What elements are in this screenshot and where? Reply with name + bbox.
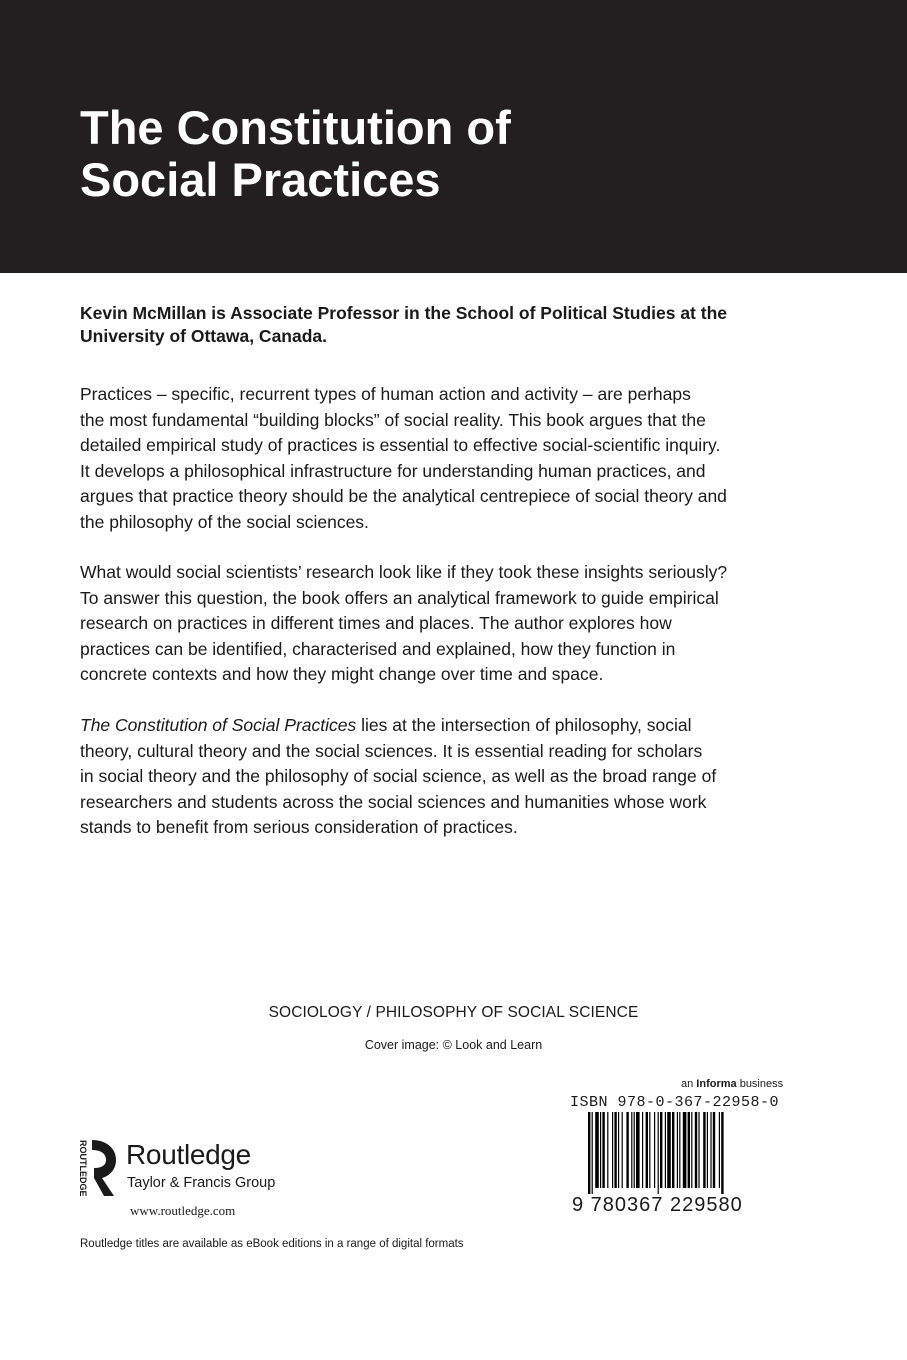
barcode-bar xyxy=(612,1112,613,1188)
barcode-bar xyxy=(634,1112,635,1188)
barcode-bar xyxy=(665,1112,666,1188)
barcode-bar xyxy=(658,1112,659,1194)
barcode-bar xyxy=(649,1112,650,1188)
book-title xyxy=(80,102,511,206)
barcode-bar xyxy=(654,1112,655,1188)
barcode-bar xyxy=(592,1112,593,1194)
barcode-bar xyxy=(672,1112,674,1188)
barcode-bar xyxy=(688,1112,690,1188)
paragraph-line xyxy=(80,713,820,739)
routledge-logo-icon xyxy=(72,1138,122,1198)
paragraph-line: researchers and students across the social sciences and humanities whose work xyxy=(80,791,707,812)
author-bio-line-2: University of Ottawa, Canada. xyxy=(80,326,328,346)
barcode-bar xyxy=(691,1112,692,1188)
barcode-bar xyxy=(679,1112,680,1188)
barcode-bar xyxy=(622,1112,623,1188)
informa-prefix: an xyxy=(681,1078,697,1090)
paragraph-line: in social theory and the philosophy of social science, as well as the broad range of xyxy=(80,766,717,786)
barcode-bar xyxy=(646,1112,648,1188)
barcode-bar xyxy=(721,1112,723,1194)
barcode-bar xyxy=(719,1112,720,1188)
informa-business-label xyxy=(681,1078,783,1090)
publisher-group: Taylor & Francis Group xyxy=(127,1175,276,1191)
barcode-bar xyxy=(607,1112,608,1188)
logo-head-shape xyxy=(92,1140,116,1196)
title-line-1: The Constitution of xyxy=(80,101,511,154)
isbn-text: ISBN 978-0-367-22958-0 xyxy=(570,1094,780,1111)
barcode-bar xyxy=(618,1112,619,1188)
paragraph-line: detailed empirical study of practices is essential to effective social-scientific inquiry. xyxy=(80,435,721,455)
barcode-bar xyxy=(631,1112,632,1188)
paragraph-line: theory, cultural theory and the social sciences. It is essential reading for scholars xyxy=(80,740,703,761)
paragraph-line: stands to benefit from serious consideration of practices. xyxy=(80,817,518,837)
publisher-url: www.routledge.com xyxy=(130,1203,236,1218)
barcode-bar xyxy=(683,1112,687,1188)
barcode-bar xyxy=(713,1112,715,1188)
barcode-bar xyxy=(698,1112,699,1188)
informa-suffix: business xyxy=(736,1078,784,1090)
barcode-bar xyxy=(677,1112,678,1188)
paragraph-line: practices can be identified, characterised and explained, how they function in xyxy=(80,638,676,659)
paragraph-line: research on practices in different times and places. The author explores how xyxy=(80,613,672,633)
barcode-bar xyxy=(614,1112,616,1188)
book-title-italic: The Constitution of Social Practices xyxy=(80,715,357,735)
publisher-name: Routledge xyxy=(126,1139,251,1170)
description-paragraph-2 xyxy=(80,560,820,688)
barcode-bar xyxy=(626,1112,628,1188)
logo-vertical-text: ROUTLEDGE xyxy=(78,1140,88,1197)
paragraph-line: To answer this question, the book offers an analytical framework to guide empirical xyxy=(80,587,719,608)
header-band xyxy=(0,0,907,273)
barcode-bar xyxy=(602,1112,604,1188)
paragraph-line: concrete contexts and how they might change over time and space. xyxy=(80,664,604,684)
cover-image-credit: Cover image: © Look and Learn xyxy=(364,1038,543,1052)
paragraph-line: Practices – specific, recurrent types of human action and activity – are perhaps xyxy=(80,384,691,404)
barcode-bar xyxy=(667,1112,671,1188)
barcode xyxy=(588,1112,760,1194)
barcode-digits: 9 780367 229580 xyxy=(572,1194,743,1216)
paragraph-line: the most fundamental “building blocks” of social reality. This book argues that the xyxy=(80,409,706,430)
paragraph-line: the philosophy of the social sciences. xyxy=(80,511,369,532)
barcode-bar xyxy=(710,1112,711,1188)
barcode-bar xyxy=(642,1112,643,1188)
barcode-bar xyxy=(695,1112,697,1188)
informa-brand: Informa xyxy=(696,1078,737,1090)
paragraph-line: What would social scientists’ research look like if they took these insights seriously? xyxy=(80,562,728,582)
barcode-bar xyxy=(588,1112,590,1194)
title-line-2: Social Practices xyxy=(80,153,441,206)
barcode-bar xyxy=(703,1112,705,1188)
description-paragraph-3 xyxy=(80,713,820,841)
paragraph-line: argues that practice theory should be the analytical centrepiece of social theory and xyxy=(80,486,727,506)
barcode-bar xyxy=(595,1112,599,1188)
barcode-bar xyxy=(707,1112,708,1188)
author-bio xyxy=(80,302,800,348)
author-bio-line-1: Kevin McMillan is Associate Professor in the School of Political Studies at the xyxy=(80,303,727,323)
subject-category: SOCIOLOGY / PHILOSOPHY OF SOCIAL SCIENCE xyxy=(268,1004,639,1021)
barcode-bar xyxy=(660,1112,662,1188)
paragraph-line: It develops a philosophical infrastructure for understanding human practices, and xyxy=(80,460,706,481)
ebook-note: Routledge titles are available as eBook editions in a range of digital formats xyxy=(80,1238,464,1250)
paragraph-line-rest: lies at the intersection of philosophy, social xyxy=(356,715,692,735)
barcode-bar xyxy=(600,1112,601,1188)
description-paragraph-1 xyxy=(80,382,820,535)
barcode-bar xyxy=(636,1112,640,1188)
